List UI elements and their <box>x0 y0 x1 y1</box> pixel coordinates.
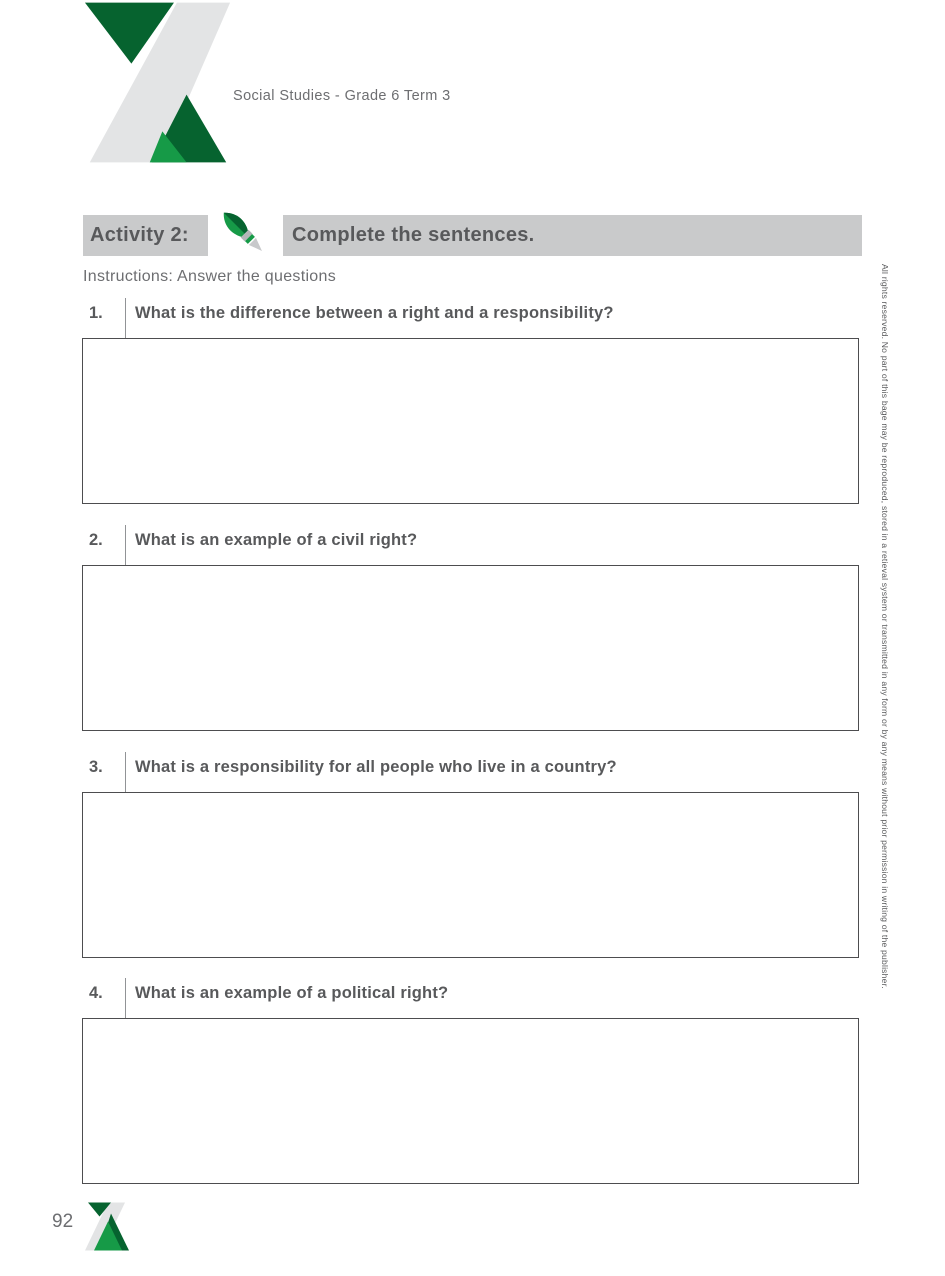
question-number: 3. <box>89 758 103 776</box>
activity-label: Activity 2: <box>90 224 189 246</box>
question-divider <box>125 978 126 1018</box>
activity-title-box <box>283 215 862 256</box>
page-number: 92 <box>52 1211 74 1232</box>
question-text: What is a responsibility for all people who live in a country? <box>135 758 617 776</box>
question-divider <box>125 298 126 338</box>
question-text: What is the difference between a right and a responsibility? <box>135 304 614 322</box>
pen-nib <box>249 238 266 255</box>
footer-brand-x-logo <box>85 1202 129 1251</box>
activity-label-box <box>83 215 208 256</box>
answer-box[interactable] <box>82 1018 859 1184</box>
question-divider <box>125 752 126 792</box>
answer-box[interactable] <box>82 338 859 504</box>
brand-x-logo <box>83 0 233 165</box>
pen-icon <box>213 202 277 266</box>
question-number: 1. <box>89 304 103 322</box>
copyright-notice: All rights reserved. No part of this bage may be reproduced, stored in a retieval system or transmitted in any form or by any means without prior permission in writing of the publisher. <box>880 264 890 989</box>
answer-box[interactable] <box>82 565 859 731</box>
instructions-text: Instructions: Answer the questions <box>83 268 336 285</box>
question-text: What is an example of a civil right? <box>135 531 418 549</box>
answer-box[interactable] <box>82 792 859 958</box>
activity-title: Complete the sentences. <box>292 224 535 246</box>
question-text: What is an example of a political right? <box>135 984 449 1002</box>
question-number: 4. <box>89 984 103 1002</box>
question-number: 2. <box>89 531 103 549</box>
question-divider <box>125 525 126 565</box>
course-title: Social Studies - Grade 6 Term 3 <box>233 88 451 104</box>
